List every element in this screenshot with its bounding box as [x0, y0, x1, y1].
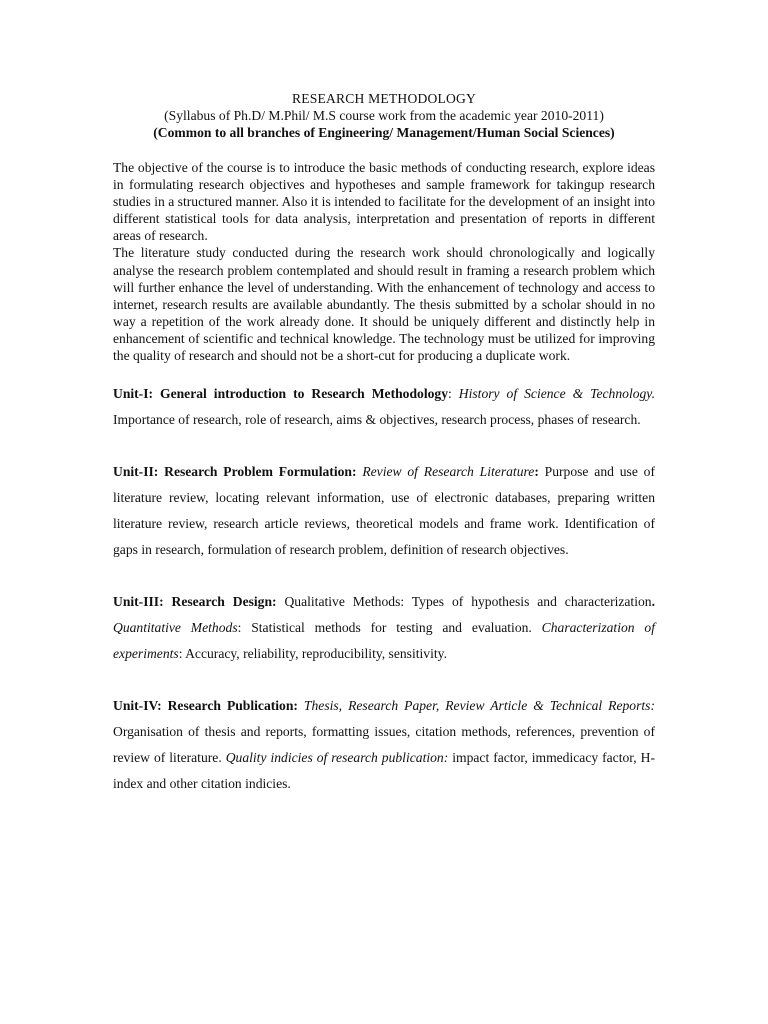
unit-3-dot: .: [651, 594, 655, 610]
document-subtitle: (Syllabus of Ph.D/ M.Phil/ M.S course work from the academic year 2010-2011): [164, 108, 604, 123]
unit-3-body-3: : Accuracy, reliability, reproducibility, sensitivity.: [178, 646, 447, 662]
literature-paragraph: The literature study conducted during the research work should chronologically and logically analyse the research problem contemplated and should result in framing a research problem which will further enhance the level of understanding. With the enhancement of technology and access to internet, research results are available abundantly. The thesis submitted by a scholar should in no way a repetition of the work already done. It should be uniquely different and distinctly help in enhancement of scientific and technical knowledge. The technology must be utilized for improving the quality of research and should not be a short-cut for producing a duplicate work.: [113, 245, 655, 364]
unit-2-body: Purpose and use of literature review, locating relevant information, use of electronic databases, preparing written literature review, research article reviews, theoretical models and frame work. Identification of gaps in research, formulation of research problem, definition of research objectives.: [113, 464, 655, 558]
unit-3-body-1: Qualitative Methods: Types of hypothesis and characterization: [276, 594, 652, 610]
unit-4-body-2: impact factor, immedicacy factor, H-index and other citation indicies.: [113, 750, 655, 792]
unit-2-colon: :: [534, 464, 539, 480]
unit-2: [113, 459, 655, 563]
unit-1-body: Importance of research, role of research, aims & objectives, research process, phases of research.: [113, 412, 641, 428]
unit-3-heading: Unit-III: Research Design:: [113, 594, 277, 610]
unit-4-body-1: Organisation of thesis and reports, formatting issues, citation methods, references, prevention of review of literature.: [113, 724, 655, 766]
unit-2-heading: Unit-II: Research Problem Formulation:: [113, 464, 357, 480]
unit-4-heading: Unit-IV: Research Publication:: [113, 698, 298, 714]
unit-3: [113, 589, 655, 667]
unit-3-topic-1: Quantitative Methods: [113, 620, 238, 636]
unit-2-topic: Review of Research Literature: [356, 464, 535, 480]
unit-4-topic-2: Quality indicies of research publication:: [225, 750, 449, 766]
unit-1-heading: Unit-I: General introduction to Research Methodology: [113, 386, 448, 402]
unit-4-topic-1: Thesis, Research Paper, Review Article & Technical Reports:: [297, 698, 655, 714]
unit-1-separator: :: [448, 386, 459, 402]
objective-paragraph: The objective of the course is to introduce the basic methods of conducting research, explore ideas in formulating research objectives and hypotheses and sample framework for takingup research studies in a structured manner. Also it is intended to facilitate for the development of an insight into different statistical tools for data analysis, interpretation and presentation of reports in different areas of research.: [113, 160, 655, 244]
unit-1: [113, 381, 655, 433]
unit-3-topic-2: Characterization of experiments: [113, 620, 655, 662]
document-title: RESEARCH METHODOLOGY: [291, 91, 477, 106]
document-page: [113, 90, 655, 797]
unit-3-body-2: : Statistical methods for testing and evaluation.: [237, 620, 542, 636]
unit-4: [113, 693, 655, 797]
document-header: [113, 90, 655, 141]
document-applicability: (Common to all branches of Engineering/ Management/Human Social Sciences): [153, 125, 615, 140]
unit-1-topic: History of Science & Technology.: [458, 386, 655, 402]
course-objective: [113, 159, 655, 364]
